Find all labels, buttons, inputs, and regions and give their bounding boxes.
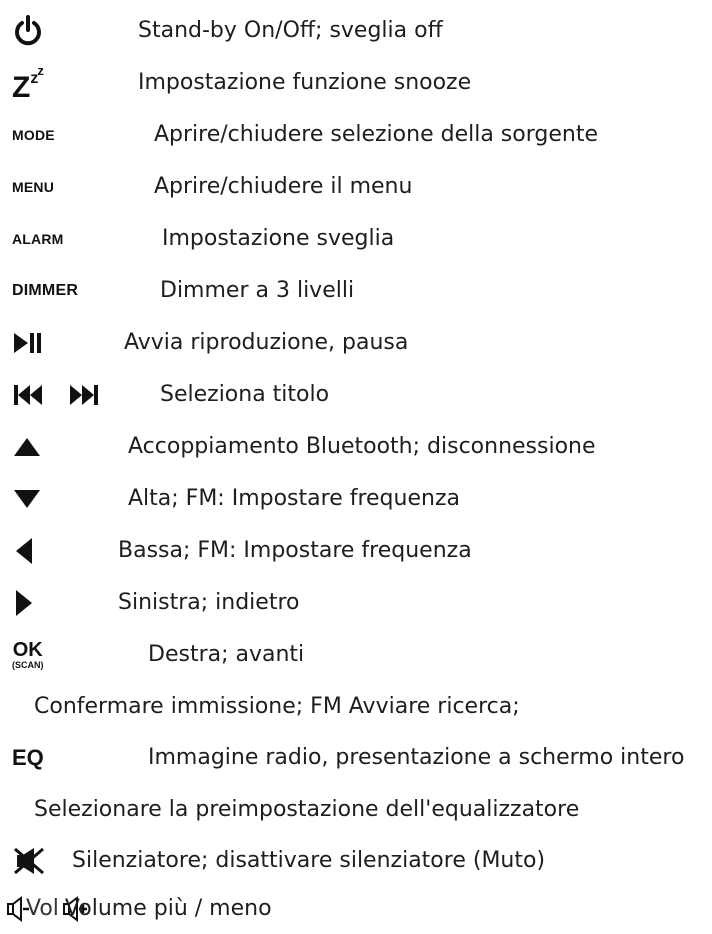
dimmer-text-icon: DIMMER bbox=[12, 282, 79, 299]
row-volume bbox=[0, 884, 712, 934]
row-snooze bbox=[0, 58, 712, 108]
ok-scan-icon: OK (SCAN) bbox=[12, 639, 44, 670]
continuation-equalizer: Selezionare la preimpostazione dell'equalizzatore bbox=[34, 797, 580, 822]
label-arrow-down: Alta; FM: Impostare frequenza bbox=[128, 486, 460, 511]
label-mode: Aprire/chiudere selezione della sorgente bbox=[154, 122, 598, 147]
label-skip: Seleziona titolo bbox=[160, 382, 330, 407]
label-standby: Stand-by On/Off; sveglia off bbox=[138, 18, 443, 43]
label-ok-scan: Destra; avanti bbox=[148, 642, 305, 667]
label-arrow-left: Bassa; FM: Impostare frequenza bbox=[118, 538, 472, 563]
label-mute: Silenziatore; disattivare silenziatore (Muto) bbox=[72, 848, 546, 873]
eq-text-icon: EQ bbox=[12, 745, 44, 770]
row-dimmer bbox=[0, 266, 712, 316]
skip-prev-next-icon bbox=[12, 370, 108, 420]
arrow-left-icon bbox=[12, 526, 36, 576]
alarm-text-icon: ALARM bbox=[12, 231, 64, 247]
row-mode bbox=[0, 110, 712, 160]
power-icon bbox=[12, 6, 44, 56]
label-volume-prefix: Vol bbox=[26, 896, 59, 921]
label-menu: Aprire/chiudere il menu bbox=[154, 174, 413, 199]
row-arrow-right bbox=[0, 578, 712, 628]
row-arrow-down bbox=[0, 474, 712, 524]
label-volume-text: Volume più / meno bbox=[64, 896, 272, 921]
mute-icon bbox=[12, 836, 46, 886]
label-play-pause: Avvia riproduzione, pausa bbox=[124, 330, 409, 355]
arrow-right-icon bbox=[12, 578, 36, 628]
play-pause-icon bbox=[12, 318, 46, 368]
row-menu bbox=[0, 162, 712, 212]
label-volume bbox=[26, 884, 272, 934]
continuation-confirm: Confermare immissione; FM Avviare ricerca; bbox=[34, 694, 520, 719]
row-ok-scan bbox=[0, 630, 712, 680]
row-arrow-left bbox=[0, 526, 712, 576]
row-standby bbox=[0, 6, 712, 56]
arrow-down-icon bbox=[12, 474, 42, 524]
label-alarm: Impostazione sveglia bbox=[162, 226, 395, 251]
row-eq bbox=[0, 733, 712, 783]
row-skip bbox=[0, 370, 712, 420]
arrow-up-icon bbox=[12, 422, 42, 472]
mode-text-icon: MODE bbox=[12, 127, 55, 143]
label-dimmer: Dimmer a 3 livelli bbox=[160, 278, 355, 303]
snooze-icon: $Z^{zz}$ bbox=[12, 62, 44, 104]
row-alarm bbox=[0, 214, 712, 264]
row-mute bbox=[0, 836, 712, 886]
menu-text-icon: MENU bbox=[12, 179, 55, 195]
label-arrow-right: Sinistra; indietro bbox=[118, 590, 300, 615]
label-snooze: Impostazione funzione snooze bbox=[138, 70, 472, 95]
row-arrow-up bbox=[0, 422, 712, 472]
row-play-pause bbox=[0, 318, 712, 368]
label-eq: Immagine radio, presentazione a schermo intero bbox=[148, 745, 685, 770]
label-arrow-up: Accoppiamento Bluetooth; disconnessione bbox=[128, 434, 596, 459]
